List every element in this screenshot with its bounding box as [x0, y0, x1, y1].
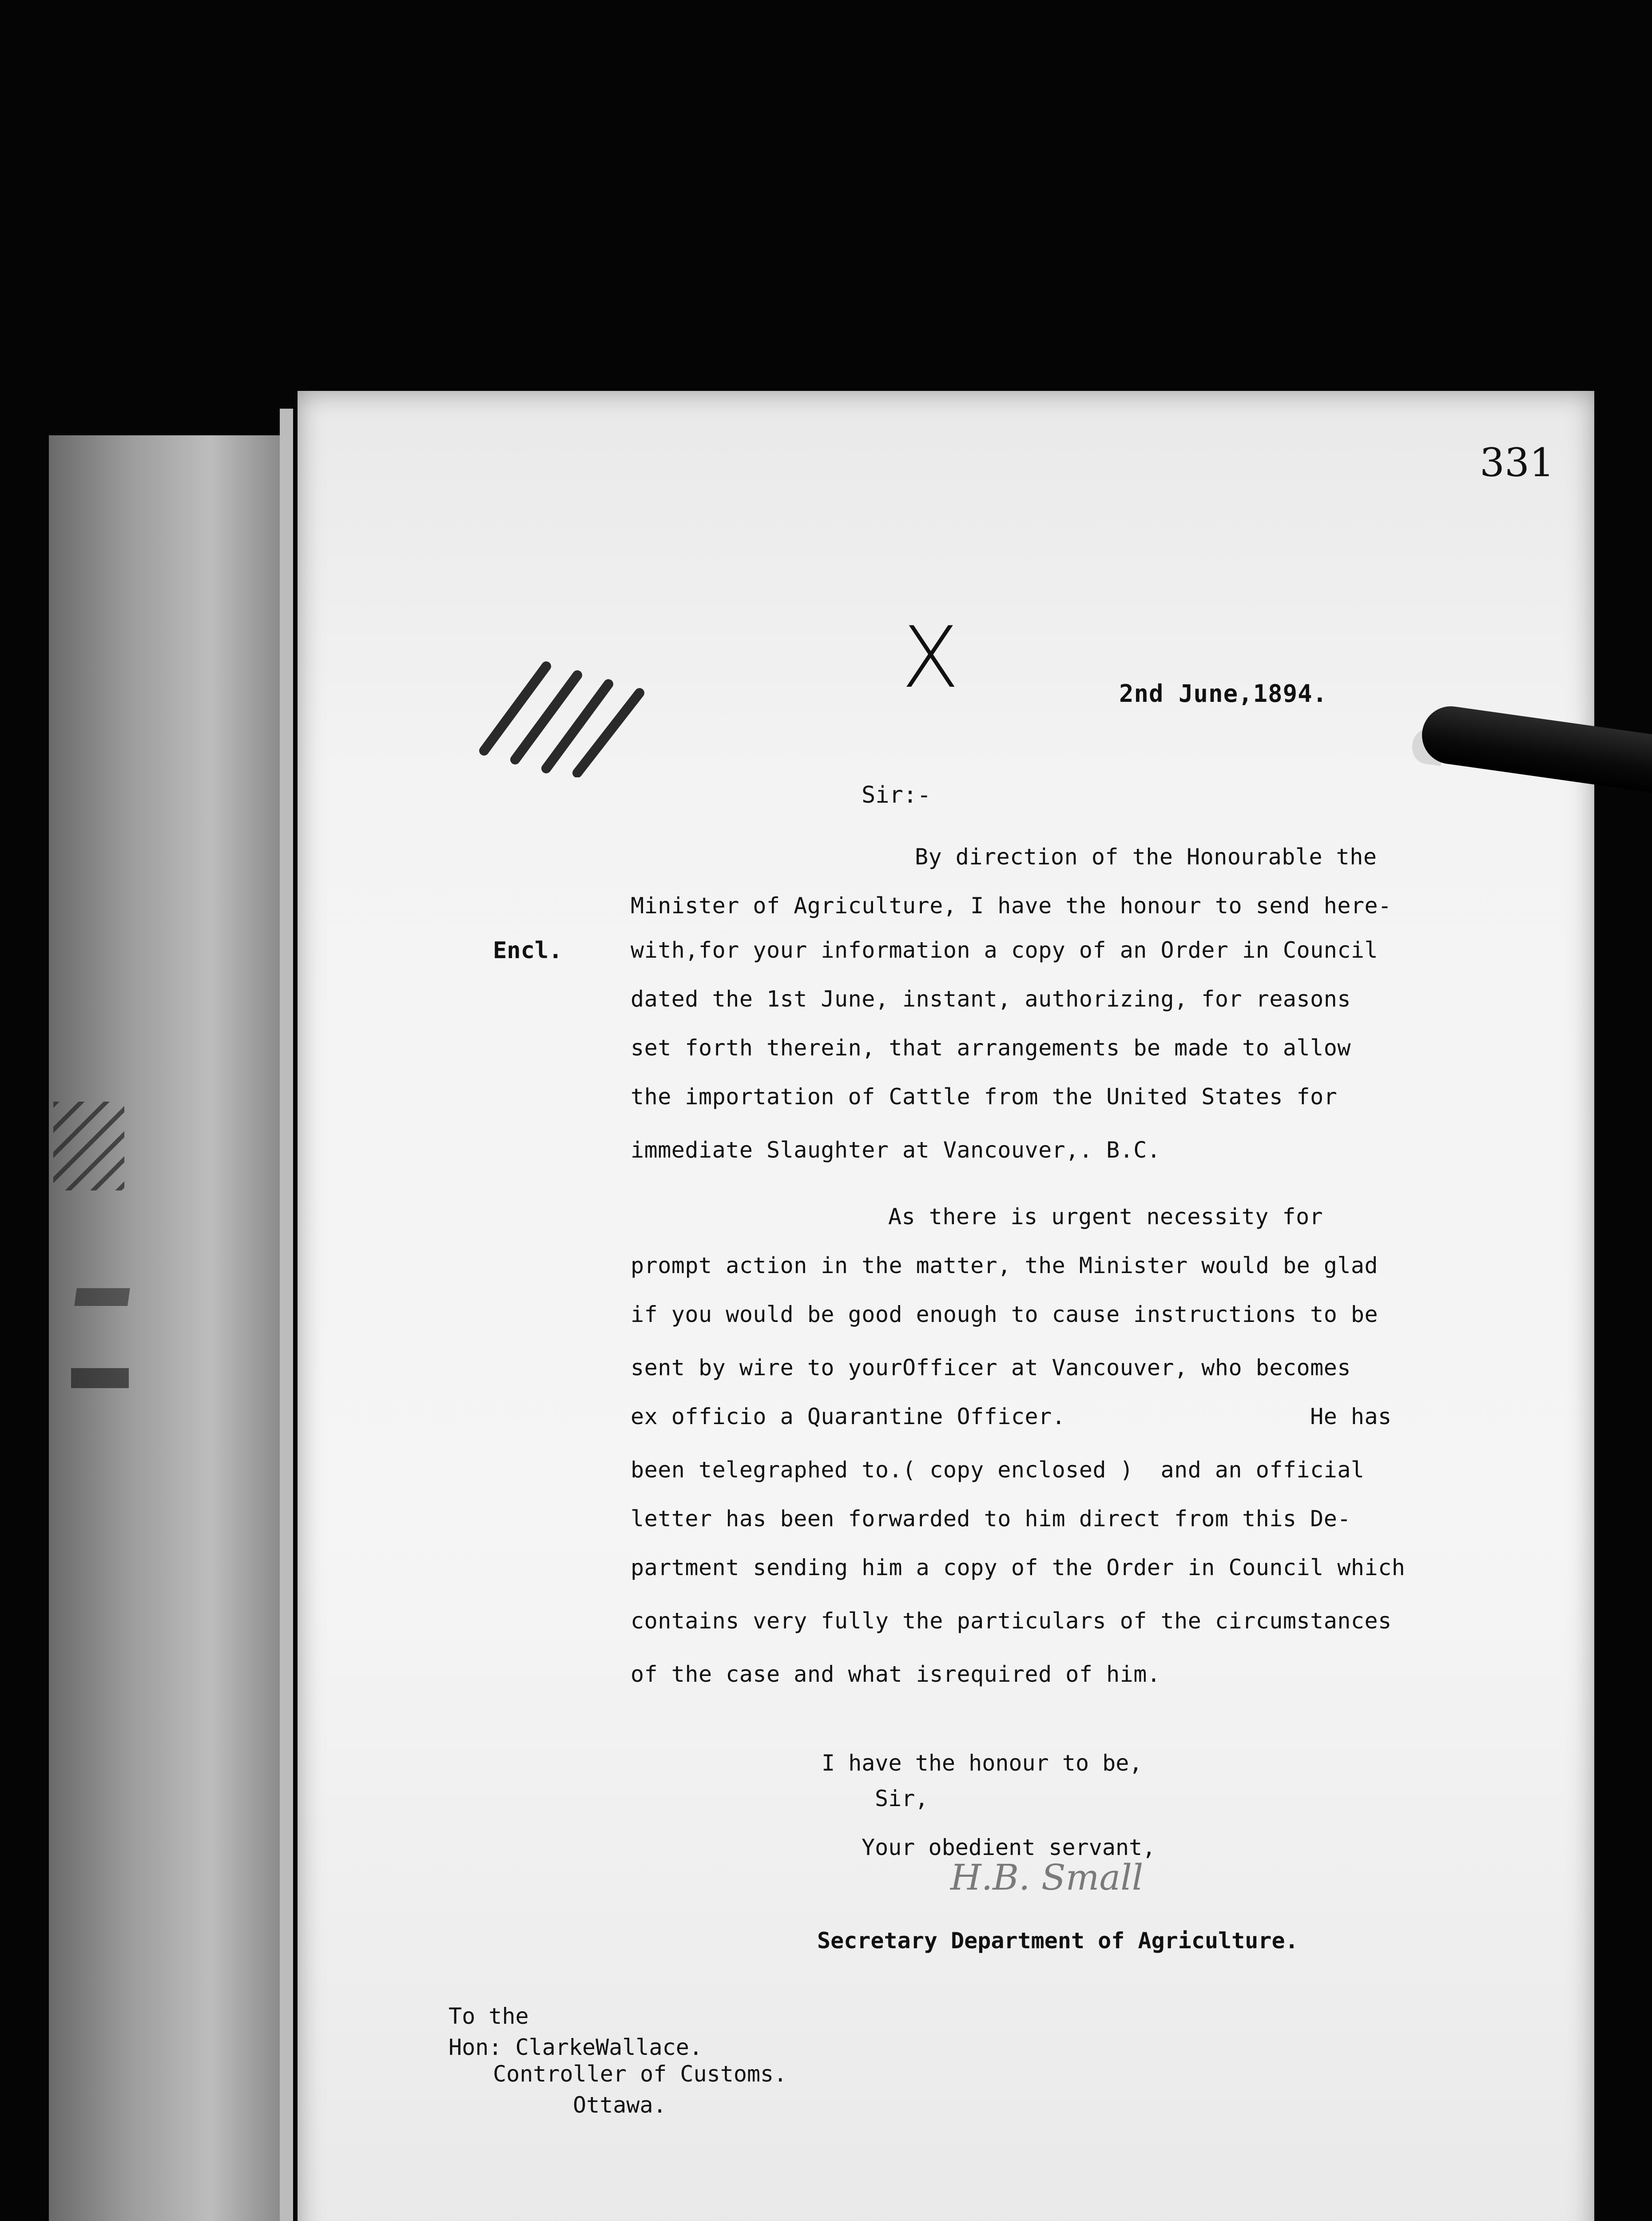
ink-mark — [74, 1288, 130, 1306]
letter-line: By direction of the Honourable the — [915, 844, 1377, 870]
salutation: Sir:- — [862, 782, 931, 808]
letter-date: 2nd June,1894. — [1119, 680, 1328, 708]
letter-line: set forth therein, that arrangements be made to allow — [631, 1035, 1351, 1061]
letter-line: ex officio a Quarantine Officer. He has — [631, 1404, 1392, 1429]
hatch-marks — [53, 1102, 124, 1190]
page-number: 331 — [1480, 440, 1554, 486]
handwritten-signature: H.B. Small — [950, 1857, 1144, 1898]
letter-line: letter has been forwarded to him direct from this De- — [631, 1506, 1351, 1532]
letter-line: immediate Slaughter at Vancouver,. B.C. — [631, 1137, 1161, 1163]
x-mark: X — [901, 609, 960, 707]
letter-line: been telegraphed to.( copy enclosed ) and an official — [631, 1457, 1365, 1483]
letter-line: with,for your information a copy of an Order in Council — [631, 937, 1378, 963]
enclosure-note: Encl. — [493, 937, 563, 964]
letter-line: of the case and what isrequired of him. — [631, 1661, 1161, 1687]
closing-line: Sir, — [875, 1786, 929, 1811]
letter-line: dated the 1st June, instant, authorizing, for reasons — [631, 986, 1351, 1012]
pencil-hatch-marks — [475, 640, 666, 777]
letter-line: sent by wire to yourOfficer at Vancouver, who becomes — [631, 1355, 1351, 1381]
letter-line: the importation of Cattle from the United States for — [631, 1084, 1338, 1110]
signatory-title: Secretary Department of Agriculture. — [817, 1928, 1299, 1954]
letter-line: As there is urgent necessity for — [888, 1204, 1323, 1230]
addressee-line: Controller of Customs. — [493, 2061, 787, 2087]
letter-sheet — [298, 391, 1594, 2221]
letter-line: if you would be good enough to cause instructions to be — [631, 1302, 1378, 1327]
closing-line: I have the honour to be, — [822, 1750, 1143, 1776]
letter-line: prompt action in the matter, the Minister would be glad — [631, 1253, 1378, 1278]
addressee-line: To the — [449, 2003, 529, 2029]
closing-line: Your obedient servant, — [862, 1835, 1156, 1860]
ink-mark — [71, 1368, 129, 1388]
addressee-line: Ottawa. — [573, 2092, 667, 2118]
addressee-line: Hon: ClarkeWallace. — [449, 2034, 703, 2060]
letter-line: Minister of Agriculture, I have the honour to send here- — [631, 893, 1392, 919]
letter-line: contains very fully the particulars of the circumstances — [631, 1608, 1392, 1634]
previous-page-strip — [49, 435, 280, 2221]
letter-line: partment sending him a copy of the Order in Council which — [631, 1555, 1406, 1580]
